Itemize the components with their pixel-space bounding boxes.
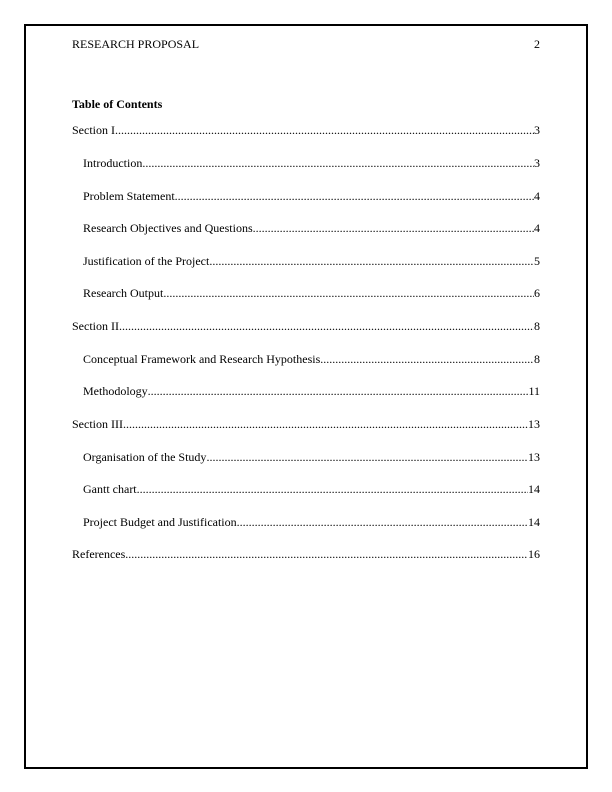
dot-leader	[175, 188, 534, 204]
toc-entry-page: 11	[528, 384, 540, 398]
toc-entry-justification[interactable]	[83, 253, 540, 269]
toc-entry-methodology[interactable]	[83, 383, 540, 399]
dot-leader	[253, 220, 534, 236]
toc-entry-page: 16	[528, 547, 540, 561]
dot-leader	[237, 514, 528, 530]
toc-entry-section-1[interactable]	[72, 122, 540, 138]
dot-leader	[123, 416, 528, 432]
toc-title: Table of Contents	[72, 97, 163, 111]
toc-entry-label: Section II	[72, 319, 119, 333]
toc-entry-page: 4	[534, 221, 540, 235]
toc-entry-problem-statement[interactable]	[83, 188, 540, 204]
toc-entry-label: Conceptual Framework and Research Hypothesis	[83, 352, 321, 366]
toc-entry-gantt-chart[interactable]	[83, 481, 540, 497]
dot-leader	[115, 122, 534, 138]
toc-entry-page: 4	[534, 189, 540, 203]
toc-entry-section-2[interactable]	[72, 318, 540, 334]
toc-entry-label: Research Objectives and Questions	[83, 221, 253, 235]
toc-entry-page: 8	[534, 319, 540, 333]
dot-leader	[119, 318, 534, 334]
toc-entry-label: Introduction	[83, 156, 143, 170]
running-head: RESEARCH PROPOSAL	[72, 37, 200, 51]
toc-entry-introduction[interactable]	[83, 155, 540, 171]
toc-entry-label: Problem Statement	[83, 189, 175, 203]
dot-leader	[206, 449, 528, 465]
toc-entry-page: 3	[534, 123, 540, 137]
dot-leader	[163, 285, 534, 301]
toc-entry-page: 13	[528, 417, 540, 431]
page-header	[72, 36, 540, 52]
toc-entry-page: 14	[528, 515, 540, 529]
dot-leader	[148, 383, 529, 399]
toc-entry-research-objectives[interactable]	[83, 220, 540, 236]
toc-entry-section-3[interactable]	[72, 416, 540, 432]
toc-entry-references[interactable]	[72, 546, 540, 562]
toc-entry-label: Section III	[72, 417, 123, 431]
toc-entry-page: 14	[528, 482, 540, 496]
toc-entry-label: Methodology	[83, 384, 148, 398]
dot-leader	[142, 155, 534, 171]
dot-leader	[209, 253, 534, 269]
toc-entry-label: Section I	[72, 123, 115, 137]
toc-entry-conceptual-framework[interactable]	[83, 351, 540, 367]
toc-entry-label: Research Output	[83, 286, 164, 300]
toc-entry-page: 8	[534, 352, 540, 366]
toc-entry-project-budget[interactable]	[83, 514, 540, 530]
toc-entry-label: Justification of the Project	[83, 254, 210, 268]
toc-entry-organisation[interactable]	[83, 449, 540, 465]
dot-leader	[320, 351, 534, 367]
toc-entry-page: 6	[534, 286, 540, 300]
toc-entry-page: 3	[534, 156, 540, 170]
toc-entry-label: Gantt chart	[83, 482, 137, 496]
toc-entry-research-output[interactable]	[83, 285, 540, 301]
toc-entry-label: Organisation of the Study	[83, 450, 207, 464]
toc-entry-page: 5	[534, 254, 540, 268]
dot-leader	[125, 546, 528, 562]
dot-leader	[137, 481, 528, 497]
toc-entry-page: 13	[528, 450, 540, 464]
page-number: 2	[534, 37, 540, 51]
toc-entry-label: Project Budget and Justification	[83, 515, 237, 529]
toc-entry-label: References	[72, 547, 126, 561]
